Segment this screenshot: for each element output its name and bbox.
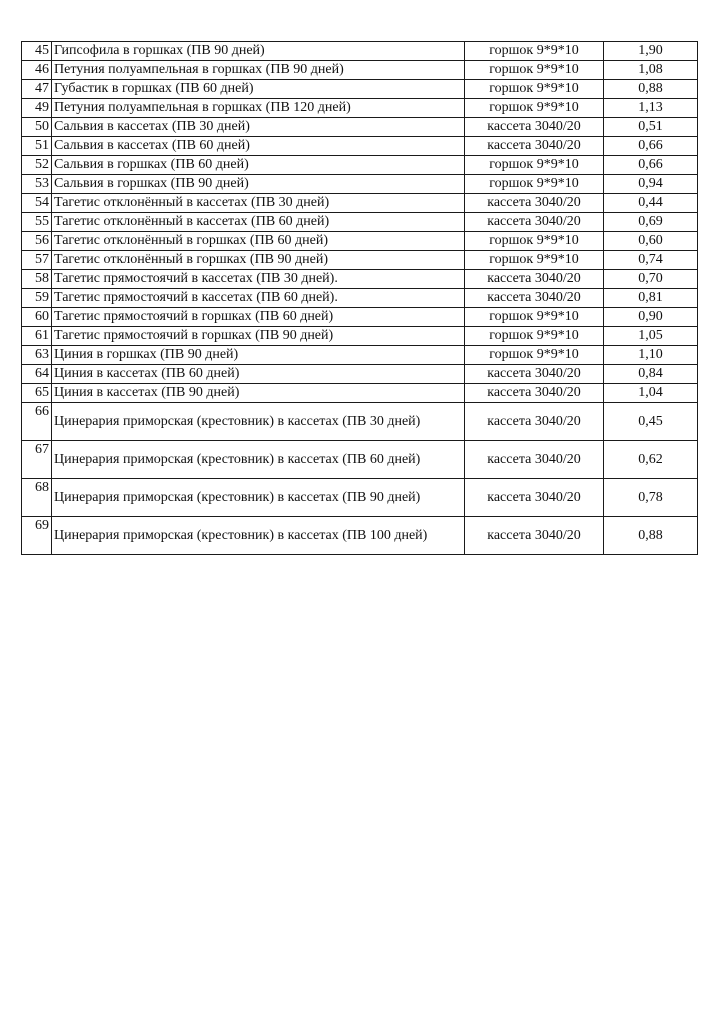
row-number: 52 <box>22 156 52 175</box>
price: 0,84 <box>604 365 698 384</box>
row-number: 51 <box>22 137 52 156</box>
product-name: Циния в кассетах (ПВ 60 дней) <box>52 365 465 384</box>
row-number: 55 <box>22 213 52 232</box>
packaging: горшок 9*9*10 <box>465 42 604 61</box>
price: 0,88 <box>604 80 698 99</box>
row-number: 66 <box>22 403 52 441</box>
table-row <box>22 308 698 327</box>
price: 0,66 <box>604 156 698 175</box>
product-name: Сальвия в горшках (ПВ 90 дней) <box>52 175 465 194</box>
product-name: Циния в горшках (ПВ 90 дней) <box>52 346 465 365</box>
price: 0,94 <box>604 175 698 194</box>
price: 0,62 <box>604 441 698 479</box>
packaging: кассета 3040/20 <box>465 441 604 479</box>
row-number: 60 <box>22 308 52 327</box>
row-number: 58 <box>22 270 52 289</box>
row-number: 54 <box>22 194 52 213</box>
row-number: 59 <box>22 289 52 308</box>
packaging: горшок 9*9*10 <box>465 61 604 80</box>
table-row <box>22 175 698 194</box>
price: 0,81 <box>604 289 698 308</box>
row-number: 49 <box>22 99 52 118</box>
price: 0,66 <box>604 137 698 156</box>
product-name: Сальвия в горшках (ПВ 60 дней) <box>52 156 465 175</box>
product-name: Тагетис прямостоячий в горшках (ПВ 90 дней) <box>52 327 465 346</box>
packaging: горшок 9*9*10 <box>465 175 604 194</box>
row-number: 57 <box>22 251 52 270</box>
table-row <box>22 384 698 403</box>
product-name: Цинерария приморская (крестовник) в кассетах (ПВ 90 дней) <box>52 479 465 517</box>
table-row <box>22 327 698 346</box>
row-number: 68 <box>22 479 52 517</box>
product-name: Петуния полуампельная в горшках (ПВ 90 дней) <box>52 61 465 80</box>
price: 1,05 <box>604 327 698 346</box>
price: 0,44 <box>604 194 698 213</box>
table-row <box>22 232 698 251</box>
price: 0,88 <box>604 517 698 555</box>
product-name: Сальвия в кассетах (ПВ 60 дней) <box>52 137 465 156</box>
row-number: 53 <box>22 175 52 194</box>
table-row <box>22 251 698 270</box>
product-name: Цинерария приморская (крестовник) в кассетах (ПВ 100 дней) <box>52 517 465 555</box>
product-name: Тагетис прямостоячий в кассетах (ПВ 60 дней). <box>52 289 465 308</box>
product-name: Цинерария приморская (крестовник) в кассетах (ПВ 60 дней) <box>52 441 465 479</box>
row-number: 67 <box>22 441 52 479</box>
row-number: 56 <box>22 232 52 251</box>
price: 0,51 <box>604 118 698 137</box>
product-name: Цинерария приморская (крестовник) в кассетах (ПВ 30 дней) <box>52 403 465 441</box>
packaging: горшок 9*9*10 <box>465 99 604 118</box>
packaging: кассета 3040/20 <box>465 270 604 289</box>
row-number: 50 <box>22 118 52 137</box>
row-number: 45 <box>22 42 52 61</box>
table-row <box>22 479 698 517</box>
packaging: кассета 3040/20 <box>465 118 604 137</box>
row-number: 63 <box>22 346 52 365</box>
row-number: 69 <box>22 517 52 555</box>
table-row <box>22 441 698 479</box>
table-row <box>22 517 698 555</box>
product-name: Тагетис отклонённый в горшках (ПВ 90 дней) <box>52 251 465 270</box>
price: 1,04 <box>604 384 698 403</box>
packaging: кассета 3040/20 <box>465 517 604 555</box>
packaging: горшок 9*9*10 <box>465 346 604 365</box>
price: 0,78 <box>604 479 698 517</box>
product-name: Сальвия в кассетах (ПВ 30 дней) <box>52 118 465 137</box>
price-list-sheet <box>21 41 697 555</box>
packaging: горшок 9*9*10 <box>465 251 604 270</box>
price: 0,90 <box>604 308 698 327</box>
table-row <box>22 346 698 365</box>
table-row <box>22 403 698 441</box>
packaging: кассета 3040/20 <box>465 479 604 517</box>
table-row <box>22 137 698 156</box>
row-number: 64 <box>22 365 52 384</box>
product-name: Петуния полуампельная в горшках (ПВ 120 дней) <box>52 99 465 118</box>
product-name: Циния в кассетах (ПВ 90 дней) <box>52 384 465 403</box>
table-row <box>22 213 698 232</box>
product-name: Гипсофила в горшках (ПВ 90 дней) <box>52 42 465 61</box>
packaging: горшок 9*9*10 <box>465 80 604 99</box>
packaging: кассета 3040/20 <box>465 194 604 213</box>
price: 1,08 <box>604 61 698 80</box>
price-table <box>21 41 698 555</box>
table-row <box>22 194 698 213</box>
packaging: кассета 3040/20 <box>465 289 604 308</box>
table-row <box>22 270 698 289</box>
price: 0,60 <box>604 232 698 251</box>
row-number: 61 <box>22 327 52 346</box>
price: 0,45 <box>604 403 698 441</box>
packaging: горшок 9*9*10 <box>465 156 604 175</box>
price: 0,74 <box>604 251 698 270</box>
packaging: кассета 3040/20 <box>465 213 604 232</box>
product-name: Тагетис отклонённый в кассетах (ПВ 30 дней) <box>52 194 465 213</box>
table-row <box>22 42 698 61</box>
row-number: 65 <box>22 384 52 403</box>
table-row <box>22 61 698 80</box>
table-row <box>22 118 698 137</box>
packaging: горшок 9*9*10 <box>465 327 604 346</box>
price: 0,69 <box>604 213 698 232</box>
price: 1,90 <box>604 42 698 61</box>
packaging: кассета 3040/20 <box>465 403 604 441</box>
product-name: Тагетис отклонённый в кассетах (ПВ 60 дней) <box>52 213 465 232</box>
row-number: 46 <box>22 61 52 80</box>
table-row <box>22 156 698 175</box>
product-name: Тагетис прямостоячий в горшках (ПВ 60 дней) <box>52 308 465 327</box>
table-row <box>22 289 698 308</box>
product-name: Тагетис отклонённый в горшках (ПВ 60 дней) <box>52 232 465 251</box>
packaging: горшок 9*9*10 <box>465 308 604 327</box>
product-name: Тагетис прямостоячий в кассетах (ПВ 30 дней). <box>52 270 465 289</box>
packaging: кассета 3040/20 <box>465 384 604 403</box>
table-row <box>22 99 698 118</box>
packaging: кассета 3040/20 <box>465 137 604 156</box>
table-row <box>22 80 698 99</box>
price: 1,10 <box>604 346 698 365</box>
packaging: горшок 9*9*10 <box>465 232 604 251</box>
price: 1,13 <box>604 99 698 118</box>
packaging: кассета 3040/20 <box>465 365 604 384</box>
row-number: 47 <box>22 80 52 99</box>
product-name: Губастик в горшках (ПВ 60 дней) <box>52 80 465 99</box>
table-row <box>22 365 698 384</box>
price: 0,70 <box>604 270 698 289</box>
price-table-body <box>22 42 698 555</box>
